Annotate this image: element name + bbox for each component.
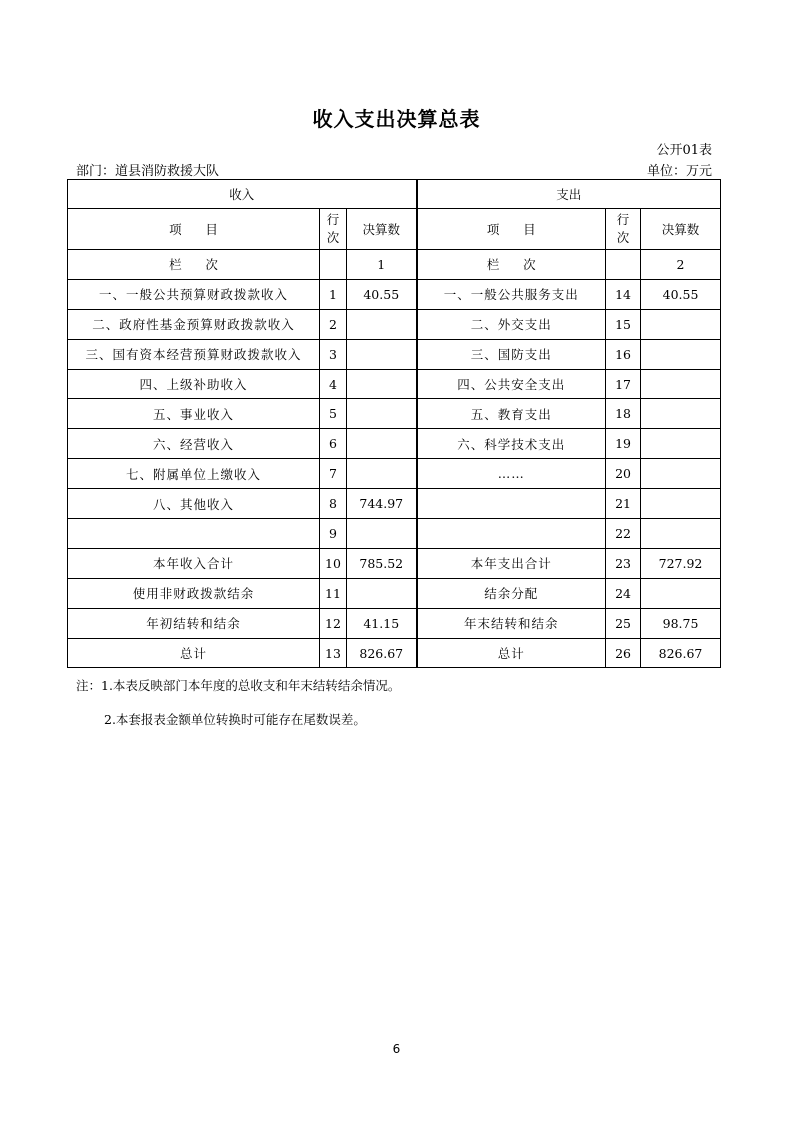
expense-amount — [641, 429, 721, 459]
form-code: 公开01表 — [656, 143, 712, 158]
table-row — [68, 548, 721, 578]
income-amount — [347, 369, 417, 399]
expense-amount — [641, 369, 721, 399]
expense-item: 本年支出合计 — [417, 548, 606, 578]
income-amount — [347, 309, 417, 339]
expense-amount: 40.55 — [641, 279, 721, 309]
notes — [76, 677, 401, 727]
expense-amount-column-header: 决算数 — [641, 209, 721, 250]
expense-item: 结余分配 — [417, 578, 606, 608]
expense-line-number: 24 — [606, 578, 641, 608]
expense-item: 一、一般公共服务支出 — [417, 279, 606, 309]
income-amount: 40.55 — [347, 279, 417, 309]
income-lanci-empty — [320, 250, 347, 280]
income-line-number: 1 — [320, 279, 347, 309]
income-amount — [347, 429, 417, 459]
line-header-top: 行 — [326, 212, 340, 227]
income-line-number: 12 — [320, 608, 347, 638]
expense-item: 六、科学技术支出 — [417, 429, 606, 459]
table-row — [68, 399, 721, 429]
income-item: 本年收入合计 — [68, 548, 320, 578]
expense-item — [417, 519, 606, 549]
income-item: 一、一般公共预算财政拨款收入 — [68, 279, 320, 309]
expense-line-number: 25 — [606, 608, 641, 638]
table-row — [68, 369, 721, 399]
expense-line-number: 22 — [606, 519, 641, 549]
income-line-number: 2 — [320, 309, 347, 339]
line-header-bottom: 次 — [326, 230, 340, 245]
expense-header: 支出 — [417, 180, 721, 209]
income-item: 四、上级补助收入 — [68, 369, 320, 399]
income-item: 三、国有资本经营预算财政拨款收入 — [68, 339, 320, 369]
income-line-number: 5 — [320, 399, 347, 429]
line-header-bottom: 次 — [616, 230, 630, 245]
line-header-top: 行 — [616, 212, 630, 227]
expense-item: 年末结转和结余 — [417, 608, 606, 638]
income-line-number: 4 — [320, 369, 347, 399]
income-amount — [347, 339, 417, 369]
table-row — [68, 279, 721, 309]
table-row — [68, 459, 721, 489]
expense-item — [417, 489, 606, 519]
income-line-number: 3 — [320, 339, 347, 369]
page-title: 收入支出决算总表 — [312, 107, 481, 131]
expense-amount — [641, 459, 721, 489]
expense-amount: 98.75 — [641, 608, 721, 638]
expense-line-number: 17 — [606, 369, 641, 399]
income-amount — [347, 519, 417, 549]
expense-line-number: 19 — [606, 429, 641, 459]
expense-amount — [641, 399, 721, 429]
expense-item-column-header: 项 目 — [417, 209, 606, 250]
income-line-number: 6 — [320, 429, 347, 459]
income-item: 总计 — [68, 638, 320, 668]
income-item: 六、经营收入 — [68, 429, 320, 459]
income-line-number: 11 — [320, 578, 347, 608]
income-line-column-header — [320, 209, 347, 250]
income-amount — [347, 399, 417, 429]
expense-amount — [641, 519, 721, 549]
income-line-number: 13 — [320, 638, 347, 668]
income-line-number: 7 — [320, 459, 347, 489]
expense-line-number: 21 — [606, 489, 641, 519]
income-amount — [347, 459, 417, 489]
note-2: 2.本套报表金额单位转换时可能存在尾数误差。 — [104, 712, 366, 727]
income-amount: 785.52 — [347, 548, 417, 578]
table-row — [68, 608, 721, 638]
income-item: 五、事业收入 — [68, 399, 320, 429]
table-row — [68, 309, 721, 339]
expense-amount: 826.67 — [641, 638, 721, 668]
income-header: 收入 — [68, 180, 417, 209]
expense-line-number: 15 — [606, 309, 641, 339]
income-item — [68, 519, 320, 549]
table-body — [68, 279, 721, 668]
income-amount-column-header: 决算数 — [347, 209, 417, 250]
expense-amount — [641, 578, 721, 608]
income-amount: 41.15 — [347, 608, 417, 638]
unit-label: 单位：万元 — [646, 164, 712, 179]
table-row — [68, 489, 721, 519]
expense-item: 三、国防支出 — [417, 339, 606, 369]
expense-item: 四、公共安全支出 — [417, 369, 606, 399]
table-row — [68, 519, 721, 549]
expense-line-number: 26 — [606, 638, 641, 668]
income-item-column-header: 项 目 — [68, 209, 320, 250]
expense-line-number: 14 — [606, 279, 641, 309]
income-amount — [347, 578, 417, 608]
expense-lanci-empty — [606, 250, 641, 280]
income-column-number: 1 — [347, 250, 417, 280]
income-line-number: 10 — [320, 548, 347, 578]
income-lanci-label: 栏 次 — [68, 250, 320, 280]
income-item: 八、其他收入 — [68, 489, 320, 519]
expense-column-number: 2 — [641, 250, 721, 280]
expense-amount — [641, 339, 721, 369]
income-amount: 744.97 — [347, 489, 417, 519]
expense-item: …… — [417, 459, 606, 489]
expense-item: 二、外交支出 — [417, 309, 606, 339]
table-row — [68, 578, 721, 608]
expense-item: 总计 — [417, 638, 606, 668]
expense-lanci-label: 栏 次 — [417, 250, 606, 280]
income-item: 七、附属单位上缴收入 — [68, 459, 320, 489]
income-amount: 826.67 — [347, 638, 417, 668]
income-item: 使用非财政拨款结余 — [68, 578, 320, 608]
expense-line-column-header — [606, 209, 641, 250]
income-item: 二、政府性基金预算财政拨款收入 — [68, 309, 320, 339]
income-line-number: 9 — [320, 519, 347, 549]
expense-item: 五、教育支出 — [417, 399, 606, 429]
expense-line-number: 16 — [606, 339, 641, 369]
income-line-number: 8 — [320, 489, 347, 519]
expense-line-number: 18 — [606, 399, 641, 429]
expense-amount — [641, 309, 721, 339]
income-item: 年初结转和结余 — [68, 608, 320, 638]
table-row — [68, 429, 721, 459]
expense-line-number: 23 — [606, 548, 641, 578]
expense-amount — [641, 489, 721, 519]
expense-line-number: 20 — [606, 459, 641, 489]
page-number: 6 — [392, 1042, 401, 1056]
department-label: 部门：道县消防救援大队 — [76, 164, 220, 179]
income-expense-table — [67, 179, 721, 668]
table-row — [68, 339, 721, 369]
table-row — [68, 638, 721, 668]
expense-amount: 727.92 — [641, 548, 721, 578]
note-1: 注：1.本表反映部门本年度的总收支和年末结转结余情况。 — [76, 678, 401, 693]
